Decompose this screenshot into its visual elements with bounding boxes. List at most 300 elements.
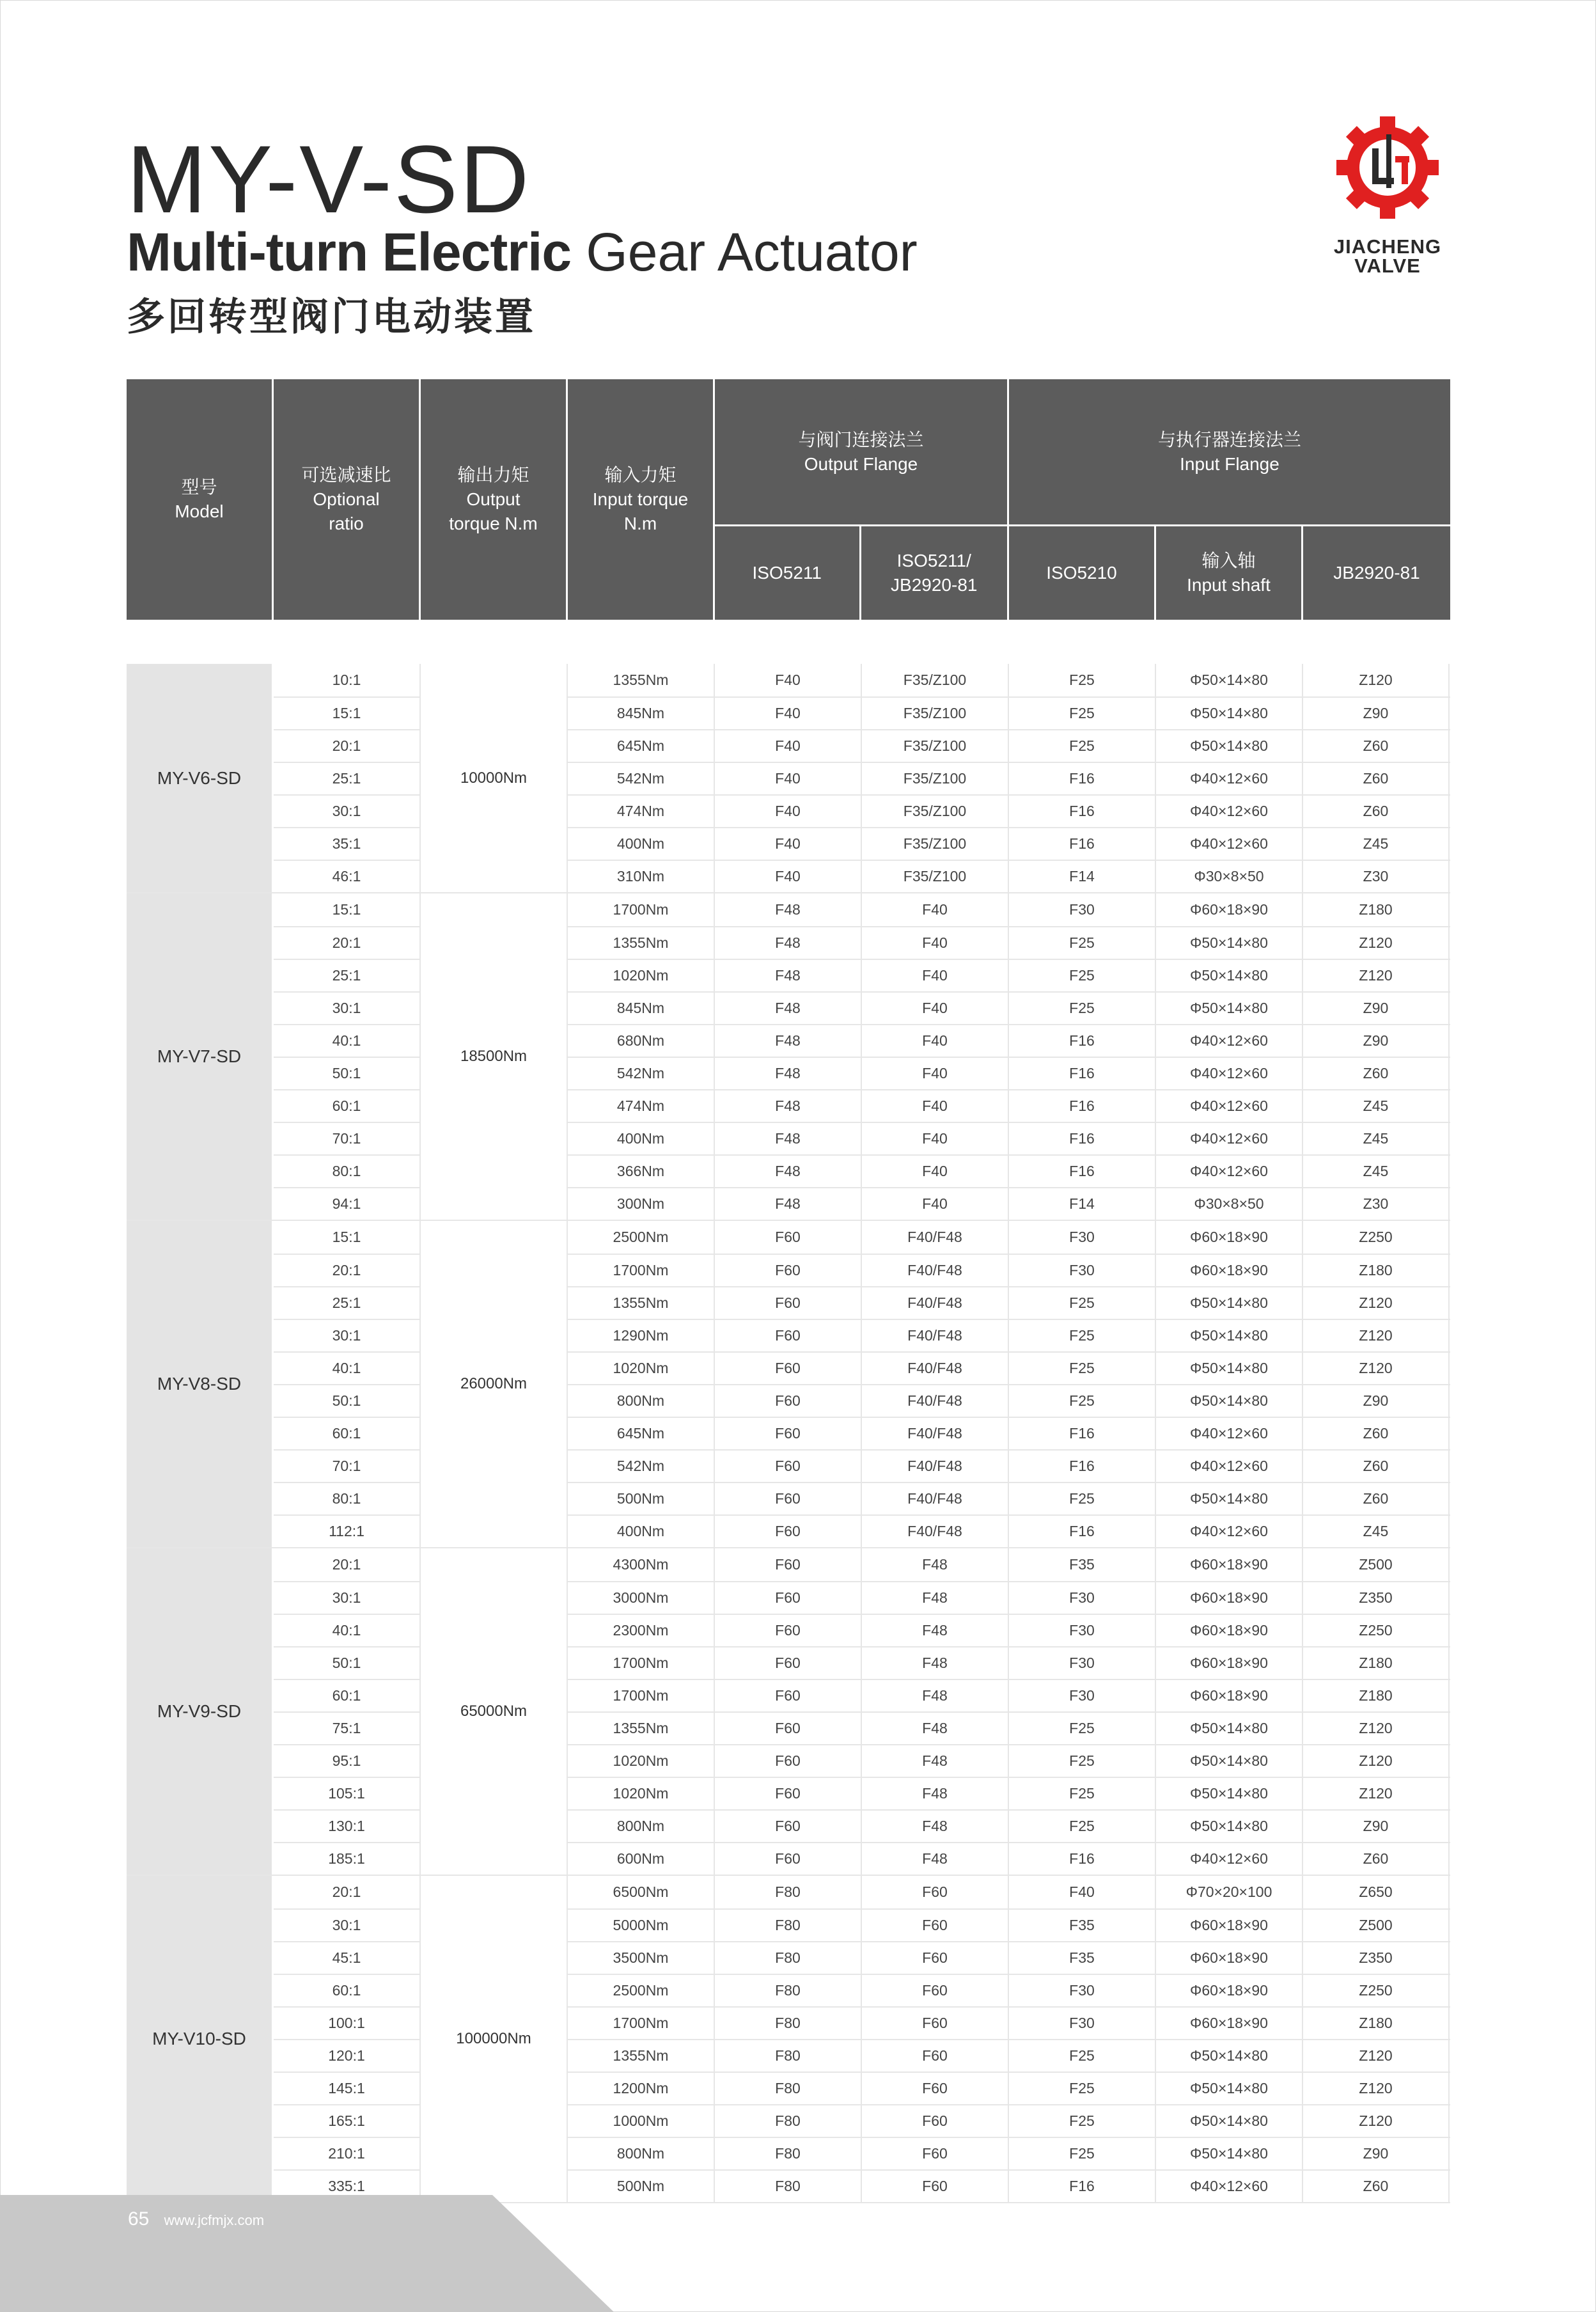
jb2920-cell: Z180 <box>1303 1647 1450 1679</box>
website-link[interactable]: www.jcfmjx.com <box>164 2212 265 2228</box>
table-row <box>568 1187 1450 1220</box>
iso5211-cell: F40 <box>715 796 862 827</box>
iso5211-cell: F60 <box>715 1516 862 1547</box>
iso5211-jb-cell: F40/F48 <box>862 1385 1009 1417</box>
ratio-cell: 20:1 <box>274 729 419 762</box>
input-shaft-cell: Φ50×14×80 <box>1156 730 1303 762</box>
input-shaft-cell: Φ60×18×90 <box>1156 1975 1303 2006</box>
iso5210-cell: F35 <box>1009 1942 1156 1974</box>
iso5210-cell: F25 <box>1009 1320 1156 1351</box>
ratio-cell: 20:1 <box>274 926 419 959</box>
table-row <box>568 1809 1450 1842</box>
iso5210-cell: F16 <box>1009 1090 1156 1122</box>
input-torque-cell: 3000Nm <box>568 1582 715 1614</box>
page-subtitle <box>127 222 918 282</box>
ratio-column <box>274 893 421 1220</box>
spec-table-body <box>127 664 1450 2203</box>
iso5211-jb-cell: F60 <box>862 2008 1009 2039</box>
company-logo <box>1324 109 1451 275</box>
table-row <box>568 1514 1450 1547</box>
iso5210-cell: F25 <box>1009 1713 1156 1744</box>
input-torque-cell: 474Nm <box>568 1090 715 1122</box>
iso5211-cell: F60 <box>715 1713 862 1744</box>
jb2920-cell: Z180 <box>1303 893 1450 926</box>
gear-logo-icon <box>1330 109 1445 230</box>
iso5211-cell: F48 <box>715 1123 862 1154</box>
footer <box>128 2208 264 2230</box>
output-flange-cn: 与阀门连接法兰 <box>798 429 924 450</box>
iso5210-cell: F25 <box>1009 1811 1156 1842</box>
ratio-cell: 210:1 <box>274 2137 419 2169</box>
table-row <box>568 2006 1450 2039</box>
input-shaft-cell: Φ50×14×80 <box>1156 1713 1303 1744</box>
jb2920-cell: Z60 <box>1303 796 1450 827</box>
model-group <box>127 1876 1450 2203</box>
jb2920-cell: Z90 <box>1303 1025 1450 1057</box>
input-shaft-cell: Φ70×20×100 <box>1156 1876 1303 1908</box>
table-row <box>568 1744 1450 1777</box>
output-torque-cell: 100000Nm <box>421 1876 568 2202</box>
iso5210-cell: F25 <box>1009 698 1156 729</box>
input-shaft-cell: Φ40×12×60 <box>1156 1843 1303 1875</box>
iso5210-cell: F25 <box>1009 2040 1156 2072</box>
spec-table-header <box>127 379 1450 620</box>
table-row <box>568 1974 1450 2006</box>
ratio-cell: 80:1 <box>274 1154 419 1187</box>
table-row <box>568 1842 1450 1875</box>
col-header-input-cn: 输入力矩 <box>604 465 677 485</box>
iso5211-jb-cell: F48 <box>862 1843 1009 1875</box>
output-flange-en: Output Flange <box>804 453 918 474</box>
input-torque-cell: 474Nm <box>568 796 715 827</box>
iso5211-jb-cell: F35/Z100 <box>862 763 1009 794</box>
jb2920-cell: Z45 <box>1303 1156 1450 1187</box>
iso5211-jb-cell: F35/Z100 <box>862 664 1009 696</box>
iso5211-cell: F60 <box>715 1778 862 1809</box>
ratio-cell: 30:1 <box>274 1908 419 1941</box>
iso5211-jb-cell: F48 <box>862 1811 1009 1842</box>
ratio-cell: 20:1 <box>332 1883 361 1900</box>
iso5211-cell: F60 <box>715 1385 862 1417</box>
jb2920-cell: Z60 <box>1303 1451 1450 1482</box>
iso5210-cell: F30 <box>1009 1975 1156 2006</box>
ratio-column <box>274 664 421 892</box>
iso5211-jb-cell: F60 <box>862 1910 1009 1941</box>
input-shaft-cell: Φ50×14×80 <box>1156 927 1303 959</box>
ratio-cell: 25:1 <box>274 1286 419 1319</box>
input-shaft-cell: Φ40×12×60 <box>1156 1451 1303 1482</box>
iso5210-cell: F25 <box>1009 927 1156 959</box>
input-shaft-cell: Φ30×8×50 <box>1156 1188 1303 1220</box>
ratio-cell: 30:1 <box>274 794 419 827</box>
jb2920-cell: Z45 <box>1303 1123 1450 1154</box>
col-header-iso5211: ISO5211 <box>715 526 861 620</box>
iso5211-jb-cell: F40/F48 <box>862 1483 1009 1514</box>
table-row <box>568 664 1450 696</box>
iso5210-cell: F25 <box>1009 2105 1156 2137</box>
iso5211-jb-cell: F48 <box>862 1713 1009 1744</box>
ratio-cell: 60:1 <box>274 1089 419 1122</box>
jb2920-cell: Z45 <box>1303 1090 1450 1122</box>
table-row <box>568 959 1450 991</box>
iso5210-cell: F14 <box>1009 1188 1156 1220</box>
input-shaft-cell: Φ60×18×90 <box>1156 1942 1303 1974</box>
page-title: MY-V-SD <box>127 125 531 233</box>
input-torque-cell: 2300Nm <box>568 1615 715 1646</box>
iso5210-cell: F16 <box>1009 1418 1156 1449</box>
ratio-cell: 20:1 <box>332 1556 361 1573</box>
input-torque-cell: 5000Nm <box>568 1910 715 1941</box>
input-torque-cell: 1200Nm <box>568 2073 715 2104</box>
iso5211-cell: F40 <box>715 861 862 892</box>
ratio-cell: 120:1 <box>274 2039 419 2072</box>
jb2920-cell: Z90 <box>1303 993 1450 1024</box>
input-torque-cell: 542Nm <box>568 763 715 794</box>
iso5211-jb-cell: F40 <box>862 1090 1009 1122</box>
input-shaft-cell: Φ40×12×60 <box>1156 1418 1303 1449</box>
iso5211-cell: F80 <box>715 2171 862 2202</box>
iso5210-cell: F25 <box>1009 1385 1156 1417</box>
iso5210-cell: F16 <box>1009 2171 1156 2202</box>
table-row <box>568 729 1450 762</box>
input-shaft-cell: Φ40×12×60 <box>1156 2171 1303 2202</box>
input-shaft-cell: Φ60×18×90 <box>1156 893 1303 926</box>
iso5211-cell: F48 <box>715 1090 862 1122</box>
input-shaft-cell: Φ50×14×80 <box>1156 698 1303 729</box>
jb2920-cell: Z120 <box>1303 2105 1450 2137</box>
input-torque-cell: 1355Nm <box>568 927 715 959</box>
iso5211-cell: F40 <box>715 730 862 762</box>
table-row <box>568 827 1450 860</box>
iso5211-cell: F40 <box>715 828 862 860</box>
jb2920-cell: Z60 <box>1303 1843 1450 1875</box>
iso5211-cell: F60 <box>715 1615 862 1646</box>
jb2920-cell: Z120 <box>1303 2073 1450 2104</box>
table-row <box>568 1089 1450 1122</box>
table-row <box>568 1679 1450 1711</box>
input-torque-cell: 6500Nm <box>568 1876 715 1908</box>
iso5211-jb-cell: F48 <box>862 1745 1009 1777</box>
table-row <box>568 1154 1450 1187</box>
input-shaft-cell: Φ40×12×60 <box>1156 1516 1303 1547</box>
model-group <box>127 1221 1450 1548</box>
iso5211-cell: F48 <box>715 1058 862 1089</box>
table-row <box>568 1221 1450 1254</box>
input-shaft-cell: Φ40×12×60 <box>1156 763 1303 794</box>
jb2920-cell: Z45 <box>1303 1516 1450 1547</box>
iso5211-cell: F60 <box>715 1483 862 1514</box>
iso5211-jb-cell: F35/Z100 <box>862 796 1009 827</box>
input-shaft-cn: 输入轴 <box>1201 551 1256 570</box>
iso5211-cell: F48 <box>715 1188 862 1220</box>
iso5211-jb-cell: F40 <box>862 960 1009 991</box>
jb2920-cell: Z180 <box>1303 1255 1450 1286</box>
input-torque-cell: 542Nm <box>568 1451 715 1482</box>
iso5211-jb-line1: ISO5211/ <box>896 551 971 570</box>
jb2920-cell: Z120 <box>1303 1778 1450 1809</box>
iso5210-cell: F16 <box>1009 1451 1156 1482</box>
table-row <box>568 1646 1450 1679</box>
input-shaft-cell: Φ40×12×60 <box>1156 796 1303 827</box>
iso5211-jb-cell: F40/F48 <box>862 1221 1009 1254</box>
iso5211-jb-cell: F60 <box>862 1975 1009 2006</box>
table-row <box>568 1024 1450 1057</box>
jb2920-cell: Z500 <box>1303 1548 1450 1581</box>
iso5211-cell: F40 <box>715 698 862 729</box>
input-torque-cell: 1020Nm <box>568 1745 715 1777</box>
table-row <box>568 893 1450 926</box>
iso5211-jb-cell: F40/F48 <box>862 1516 1009 1547</box>
iso5211-cell: F48 <box>715 927 862 959</box>
ratio-cell: 105:1 <box>274 1777 419 1809</box>
table-row <box>568 2169 1450 2202</box>
input-shaft-cell: Φ50×14×80 <box>1156 1778 1303 1809</box>
table-row <box>568 926 1450 959</box>
jb2920-cell: Z250 <box>1303 1615 1450 1646</box>
iso5210-cell: F16 <box>1009 1516 1156 1547</box>
jb2920-cell: Z250 <box>1303 1975 1450 2006</box>
table-row <box>568 1057 1450 1089</box>
iso5211-cell: F60 <box>715 1843 862 1875</box>
ratio-cell: 35:1 <box>274 827 419 860</box>
input-shaft-cell: Φ50×14×80 <box>1156 1385 1303 1417</box>
col-header-model-cn: 型号 <box>181 477 217 497</box>
iso5211-jb-cell: F40/F48 <box>862 1255 1009 1286</box>
table-row <box>568 1941 1450 1974</box>
ratio-cell: 40:1 <box>274 1614 419 1646</box>
iso5211-jb-cell: F60 <box>862 2105 1009 2137</box>
col-header-output-en2: torque N.m <box>449 514 538 533</box>
table-row <box>568 1417 1450 1449</box>
ratio-cell: 15:1 <box>332 1229 361 1245</box>
input-flange-cn: 与执行器连接法兰 <box>1157 429 1301 450</box>
table-row <box>568 1581 1450 1614</box>
input-torque-cell: 300Nm <box>568 1188 715 1220</box>
input-shaft-cell: Φ50×14×80 <box>1156 2138 1303 2169</box>
table-row <box>568 1254 1450 1286</box>
iso5211-jb-cell: F48 <box>862 1647 1009 1679</box>
iso5211-cell: F60 <box>715 1451 862 1482</box>
iso5211-cell: F80 <box>715 2040 862 2072</box>
input-torque-cell: 1700Nm <box>568 1255 715 1286</box>
input-torque-cell: 400Nm <box>568 1123 715 1154</box>
input-shaft-cell: Φ60×18×90 <box>1156 2008 1303 2039</box>
iso5211-jb-cell: F60 <box>862 2073 1009 2104</box>
ratio-cell: 130:1 <box>274 1809 419 1842</box>
input-shaft-cell: Φ50×14×80 <box>1156 1483 1303 1514</box>
iso5211-cell: F40 <box>715 664 862 696</box>
jb2920-cell: Z60 <box>1303 730 1450 762</box>
input-torque-cell: 400Nm <box>568 1516 715 1547</box>
iso5210-cell: F30 <box>1009 1221 1156 1254</box>
iso5211-jb-cell: F40/F48 <box>862 1320 1009 1351</box>
table-row <box>568 1286 1450 1319</box>
iso5210-cell: F35 <box>1009 1910 1156 1941</box>
iso5211-jb-cell: F40 <box>862 1025 1009 1057</box>
iso5211-jb-cell: F40 <box>862 1123 1009 1154</box>
input-torque-cell: 1355Nm <box>568 664 715 696</box>
jb2920-cell: Z90 <box>1303 1811 1450 1842</box>
ratio-column <box>274 1221 421 1547</box>
input-torque-cell: 1700Nm <box>568 1680 715 1711</box>
iso5210-cell: F35 <box>1009 1548 1156 1581</box>
output-torque-cell: 18500Nm <box>421 893 568 1220</box>
table-row <box>568 1351 1450 1384</box>
input-torque-cell: 1020Nm <box>568 960 715 991</box>
model-group <box>127 893 1450 1221</box>
iso5211-jb-cell: F40/F48 <box>862 1353 1009 1384</box>
jb2920-cell: Z90 <box>1303 2138 1450 2169</box>
input-torque-cell: 310Nm <box>568 861 715 892</box>
input-shaft-cell: Φ50×14×80 <box>1156 2040 1303 2072</box>
table-row <box>568 696 1450 729</box>
jb2920-cell: Z650 <box>1303 1876 1450 1908</box>
input-torque-cell: 680Nm <box>568 1025 715 1057</box>
ratio-cell: 100:1 <box>274 2006 419 2039</box>
model-cell: MY-V10-SD <box>127 1876 274 2202</box>
input-torque-cell: 366Nm <box>568 1156 715 1187</box>
input-flange-en: Input Flange <box>1180 453 1279 474</box>
input-torque-cell: 1020Nm <box>568 1778 715 1809</box>
iso5211-cell: F80 <box>715 1942 862 1974</box>
iso5211-cell: F60 <box>715 1221 862 1254</box>
output-torque-cell: 65000Nm <box>421 1548 568 1875</box>
logo-text-line1: JIACHENG <box>1333 235 1442 258</box>
ratio-cell: 60:1 <box>274 1417 419 1449</box>
ratio-cell: 145:1 <box>274 2072 419 2104</box>
logo-text-line2: VALVE <box>1354 255 1421 277</box>
col-header-ratio-en2: ratio <box>329 514 364 533</box>
iso5210-cell: F16 <box>1009 1843 1156 1875</box>
iso5211-jb-cell: F35/Z100 <box>862 828 1009 860</box>
table-row <box>568 2104 1450 2137</box>
col-header-jb2920: JB2920-81 <box>1333 563 1420 583</box>
ratio-cell: 30:1 <box>274 991 419 1024</box>
col-group-output-flange <box>715 379 1009 620</box>
jb2920-cell: Z350 <box>1303 1582 1450 1614</box>
model-cell: MY-V8-SD <box>127 1221 274 1547</box>
iso5210-cell: F25 <box>1009 2138 1156 2169</box>
iso5211-cell: F48 <box>715 1025 862 1057</box>
iso5211-jb-cell: F48 <box>862 1778 1009 1809</box>
ratio-cell: 70:1 <box>274 1449 419 1482</box>
col-header-input-en1: Input torque <box>592 489 689 509</box>
iso5211-cell: F80 <box>715 2008 862 2039</box>
ratio-cell: 95:1 <box>274 1744 419 1777</box>
input-torque-cell: 400Nm <box>568 828 715 860</box>
input-shaft-cell: Φ50×14×80 <box>1156 1320 1303 1351</box>
jb2920-cell: Z120 <box>1303 960 1450 991</box>
iso5211-cell: F60 <box>715 1548 862 1581</box>
iso5211-jb-cell: F40 <box>862 1156 1009 1187</box>
iso5211-jb-cell: F60 <box>862 2171 1009 2202</box>
input-shaft-cell: Φ40×12×60 <box>1156 1156 1303 1187</box>
table-row <box>568 1777 1450 1809</box>
table-row <box>568 1711 1450 1744</box>
iso5210-cell: F25 <box>1009 1483 1156 1514</box>
ratio-cell: 50:1 <box>274 1384 419 1417</box>
iso5211-jb-cell: F40 <box>862 1188 1009 1220</box>
input-shaft-cell: Φ40×12×60 <box>1156 1058 1303 1089</box>
iso5211-cell: F60 <box>715 1255 862 1286</box>
iso5211-cell: F48 <box>715 1156 862 1187</box>
input-torque-cell: 3500Nm <box>568 1942 715 1974</box>
input-shaft-cell: Φ50×14×80 <box>1156 2073 1303 2104</box>
ratio-cell: 112:1 <box>274 1514 419 1547</box>
input-shaft-cell: Φ50×14×80 <box>1156 993 1303 1024</box>
iso5210-cell: F16 <box>1009 828 1156 860</box>
table-row <box>568 991 1450 1024</box>
input-shaft-cell: Φ30×8×50 <box>1156 861 1303 892</box>
col-header-model-en: Model <box>175 501 224 521</box>
input-torque-cell: 645Nm <box>568 730 715 762</box>
iso5210-cell: F16 <box>1009 1058 1156 1089</box>
table-row <box>568 1908 1450 1941</box>
iso5210-cell: F30 <box>1009 2008 1156 2039</box>
iso5211-cell: F60 <box>715 1353 862 1384</box>
iso5211-cell: F80 <box>715 1876 862 1908</box>
input-torque-cell: 845Nm <box>568 698 715 729</box>
iso5211-jb-cell: F60 <box>862 1942 1009 1974</box>
input-torque-cell: 1020Nm <box>568 1353 715 1384</box>
input-shaft-cell: Φ60×18×90 <box>1156 1221 1303 1254</box>
iso5210-cell: F30 <box>1009 1680 1156 1711</box>
jb2920-cell: Z250 <box>1303 1221 1450 1254</box>
input-shaft-cell: Φ50×14×80 <box>1156 1745 1303 1777</box>
iso5211-jb-cell: F48 <box>862 1680 1009 1711</box>
input-torque-cell: 1355Nm <box>568 2040 715 2072</box>
table-row <box>568 1482 1450 1514</box>
iso5211-jb-cell: F40 <box>862 1058 1009 1089</box>
iso5211-jb-cell: F35/Z100 <box>862 698 1009 729</box>
input-torque-cell: 645Nm <box>568 1418 715 1449</box>
iso5211-cell: F60 <box>715 1811 862 1842</box>
iso5211-jb-cell: F48 <box>862 1615 1009 1646</box>
ratio-cell: 46:1 <box>274 860 419 892</box>
col-header-input-en2: N.m <box>623 514 657 533</box>
iso5210-cell: F25 <box>1009 993 1156 1024</box>
iso5211-jb-cell: F60 <box>862 2138 1009 2169</box>
col-header-output-en1: Output <box>466 489 520 509</box>
iso5211-jb-line2: JB2920-81 <box>891 575 978 595</box>
jb2920-cell: Z60 <box>1303 1418 1450 1449</box>
ratio-cell: 60:1 <box>274 1679 419 1711</box>
input-shaft-cell: Φ50×14×80 <box>1156 1287 1303 1319</box>
jb2920-cell: Z120 <box>1303 1320 1450 1351</box>
jb2920-cell: Z120 <box>1303 2040 1450 2072</box>
jb2920-cell: Z60 <box>1303 763 1450 794</box>
iso5210-cell: F30 <box>1009 1582 1156 1614</box>
input-torque-cell: 4300Nm <box>568 1548 715 1581</box>
ratio-cell: 40:1 <box>274 1024 419 1057</box>
ratio-cell: 50:1 <box>274 1057 419 1089</box>
iso5211-cell: F80 <box>715 2073 862 2104</box>
ratio-cell: 30:1 <box>274 1581 419 1614</box>
input-torque-cell: 1700Nm <box>568 893 715 926</box>
table-row <box>568 1614 1450 1646</box>
ratio-cell: 30:1 <box>274 1319 419 1351</box>
iso5211-jb-cell: F40/F48 <box>862 1418 1009 1449</box>
table-row <box>568 2039 1450 2072</box>
iso5210-cell: F30 <box>1009 1615 1156 1646</box>
iso5211-jb-cell: F60 <box>862 1876 1009 1908</box>
input-torque-cell: 1700Nm <box>568 2008 715 2039</box>
col-group-input-flange <box>1009 379 1450 620</box>
jb2920-cell: Z120 <box>1303 927 1450 959</box>
input-torque-cell: 2500Nm <box>568 1975 715 2006</box>
iso5210-cell: F25 <box>1009 730 1156 762</box>
table-row <box>568 2072 1450 2104</box>
